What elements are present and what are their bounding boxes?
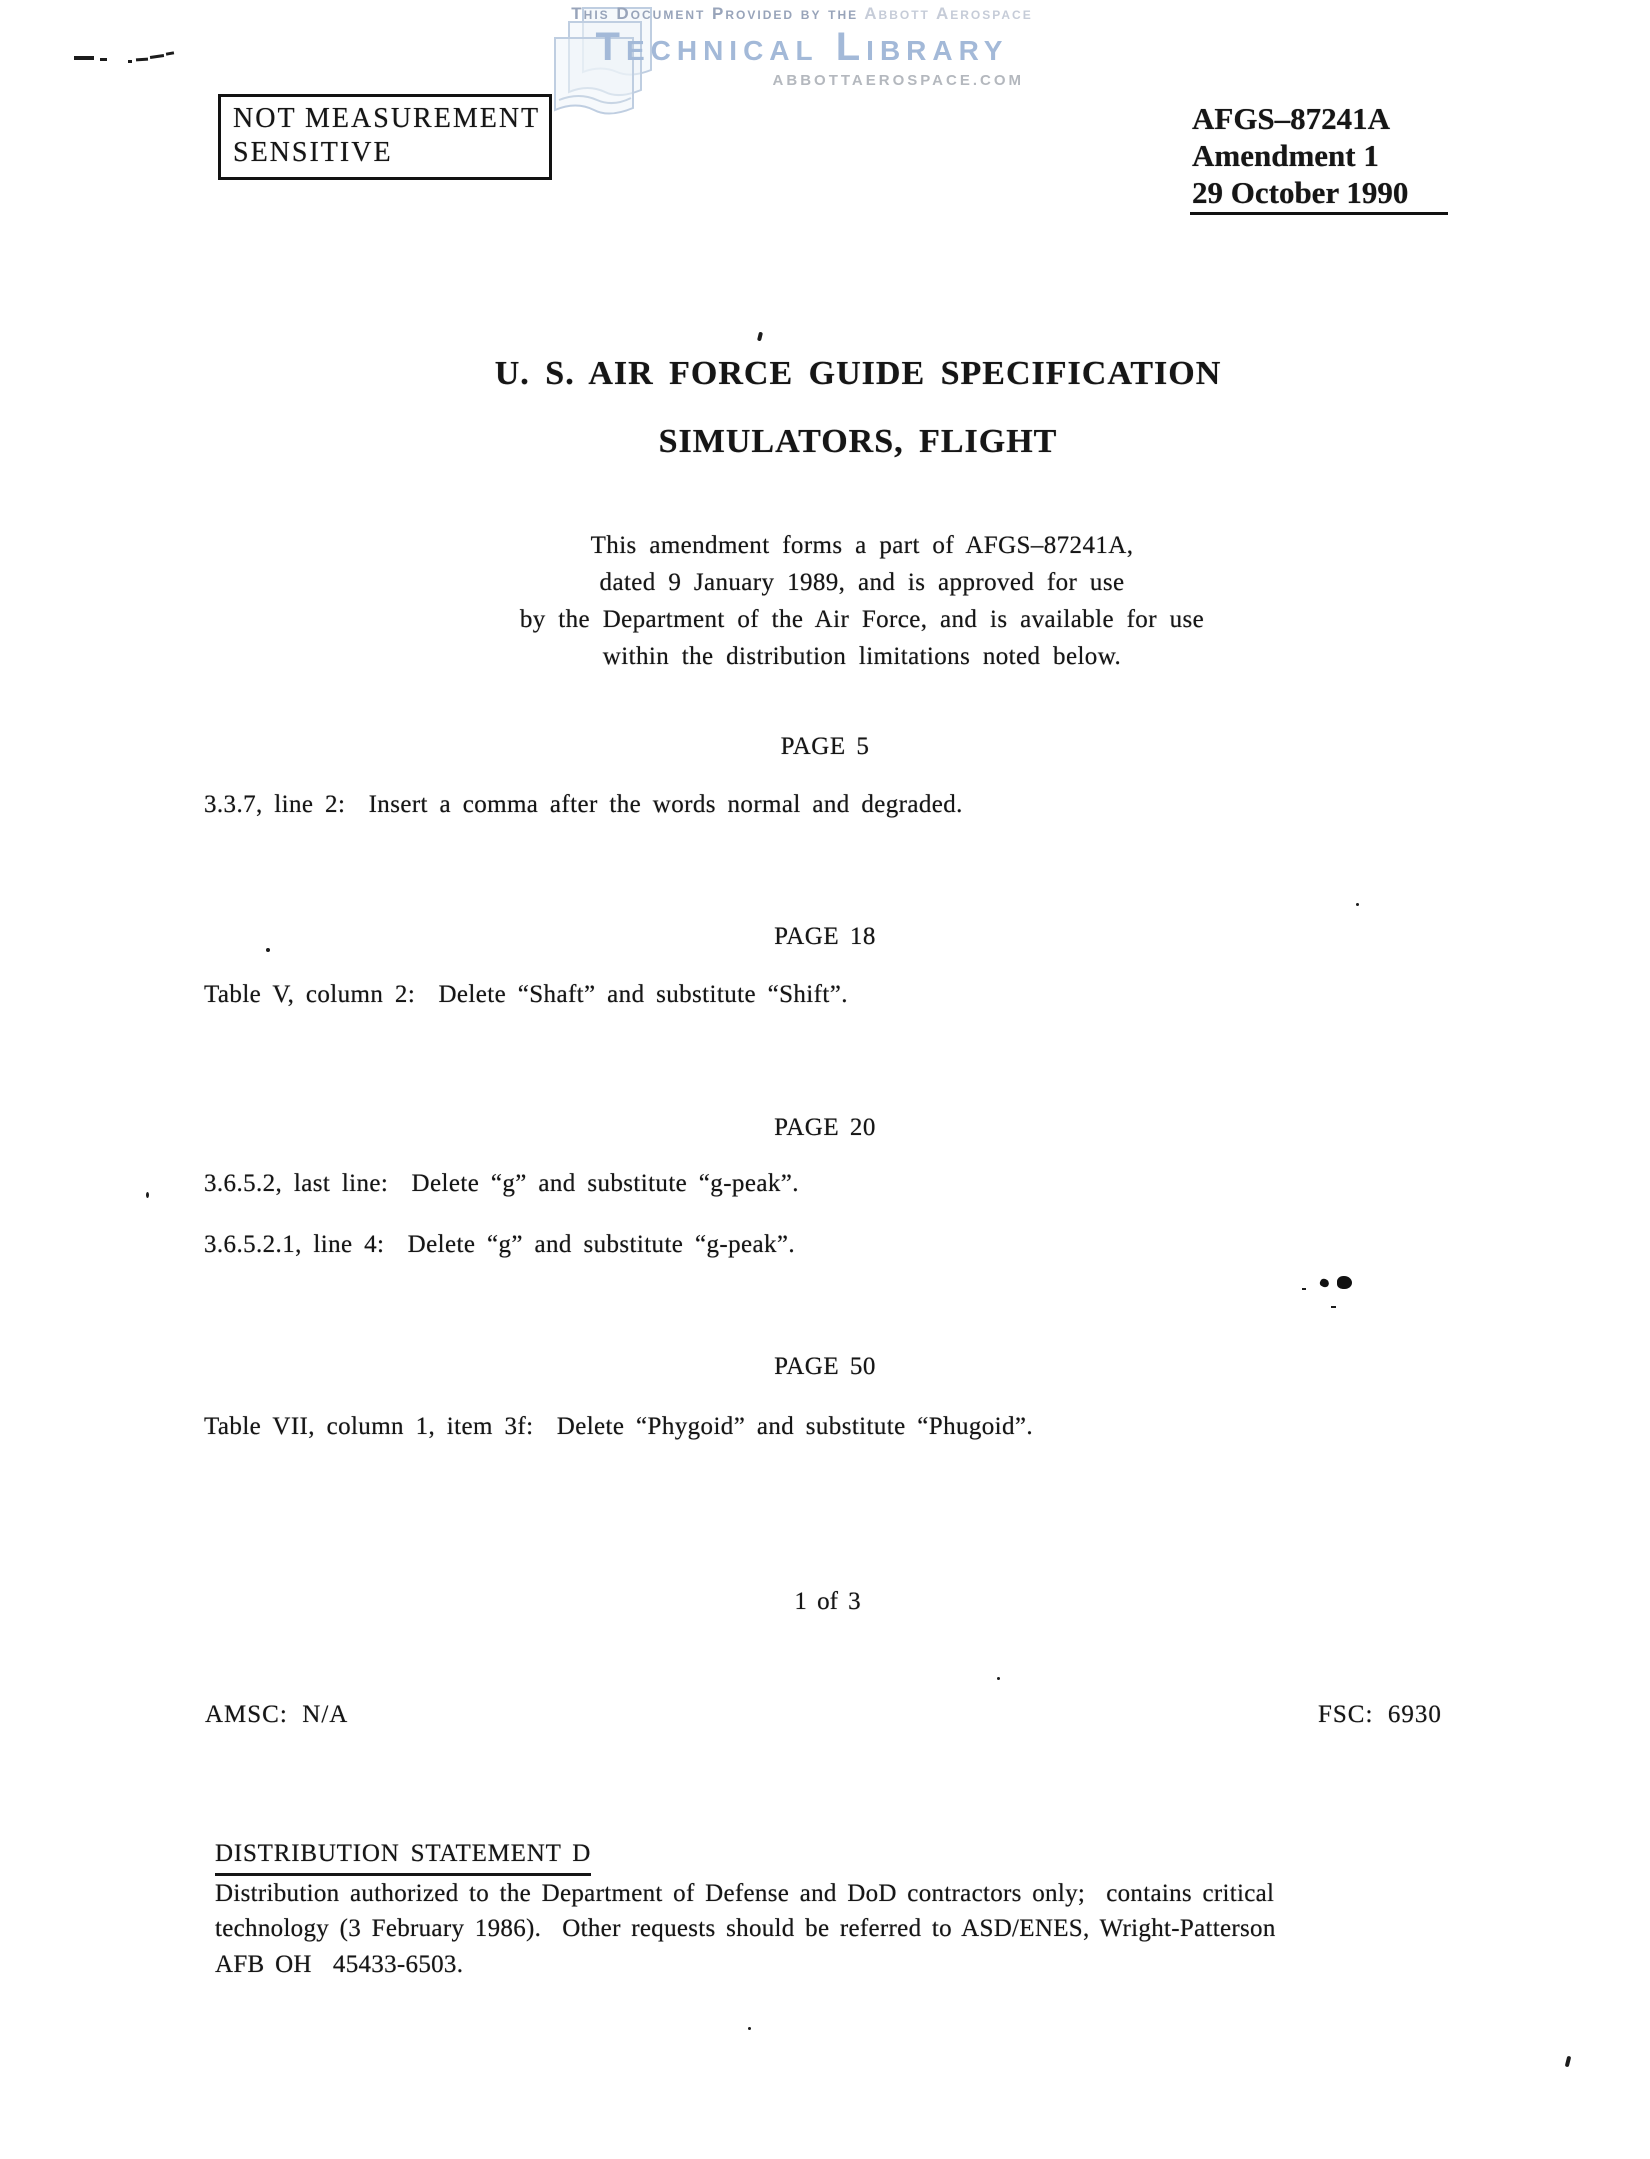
distribution-line-2: technology (3 February 1986). Other requests should be referred to ASD/ENES, Wright-Patterson (215, 1915, 1276, 1942)
date-underline (1190, 212, 1448, 215)
scan-speck (1356, 903, 1359, 906)
change-item: Table VII, column 1, item 3f: Delete “Phygoid” and substitute “Phugoid”. (204, 1413, 1034, 1440)
amendment-number: Amendment 1 (1192, 138, 1379, 173)
intro-line-2: dated 9 January 1989, and is approved for use (599, 569, 1125, 596)
fsc-number: FSC: 6930 (1318, 1701, 1442, 1728)
watermark-site-url: ABBOTTAEROSPACE.COM (772, 72, 1024, 89)
amendment-intro-paragraph (70, 527, 1650, 675)
change-item: 3.3.7, line 2: Insert a comma after the words normal and degraded. (204, 791, 963, 818)
distribution-statement-title: DISTRIBUTION STATEMENT D (215, 1836, 591, 1876)
section-header-page-18: PAGE 18 (774, 923, 876, 950)
spec-number: AFGS–87241A (1192, 101, 1391, 136)
distribution-line-3: AFB OH 45433-6503. (215, 1950, 464, 1978)
section-header-page-5: PAGE 5 (780, 733, 870, 760)
section-header-page-20: PAGE 20 (774, 1114, 876, 1141)
watermark-text (552, 4, 1052, 89)
scan-speck (757, 332, 763, 342)
not-measurement-sensitive-stamp (218, 94, 552, 180)
page-title: U. S. AIR FORCE GUIDE SPECIFICATION (494, 355, 1222, 392)
scan-speck (748, 2027, 751, 2030)
page-subtitle: SIMULATORS, FLIGHT (658, 423, 1058, 460)
intro-line-1: This amendment forms a part of AFGS–87241A, (590, 532, 1134, 559)
stamp-line-1: NOT MEASUREMENT (233, 103, 541, 134)
scan-speck (997, 1677, 1000, 1680)
intro-line-3: by the Department of the Air Force, and is available for use (519, 606, 1205, 633)
watermark-library-title: Technical Library (595, 25, 1009, 69)
distribution-statement (215, 1836, 1515, 1982)
watermark-brand: Abbott Aerospace (864, 4, 1033, 23)
scan-speck (146, 1192, 149, 1198)
amsc-number: AMSC: N/A (205, 1701, 349, 1728)
watermark-provided-by-line (552, 4, 1052, 24)
change-item: 3.6.5.2, last line: Delete “g” and substitute “g-peak”. (204, 1170, 799, 1197)
scan-speck (1565, 2056, 1572, 2068)
distribution-line-1: Distribution authorized to the Department of Defense and DoD contractors only; contains critical (215, 1879, 1275, 1907)
document-id-block (1192, 100, 1408, 211)
intro-line-4: within the distribution limitations noted below. (602, 643, 1122, 670)
document-date: 29 October 1990 (1192, 175, 1409, 210)
page-number: 1 of 3 (794, 1588, 861, 1615)
section-header-page-50: PAGE 50 (774, 1353, 876, 1380)
watermark-provided-by: This Document Provided by the (571, 4, 859, 23)
stamp-line-2: SENSITIVE (233, 137, 393, 168)
change-item: Table V, column 2: Delete “Shaft” and substitute “Shift”. (204, 981, 848, 1008)
change-item: 3.6.5.2.1, line 4: Delete “g” and substitute “g-peak”. (204, 1231, 796, 1258)
